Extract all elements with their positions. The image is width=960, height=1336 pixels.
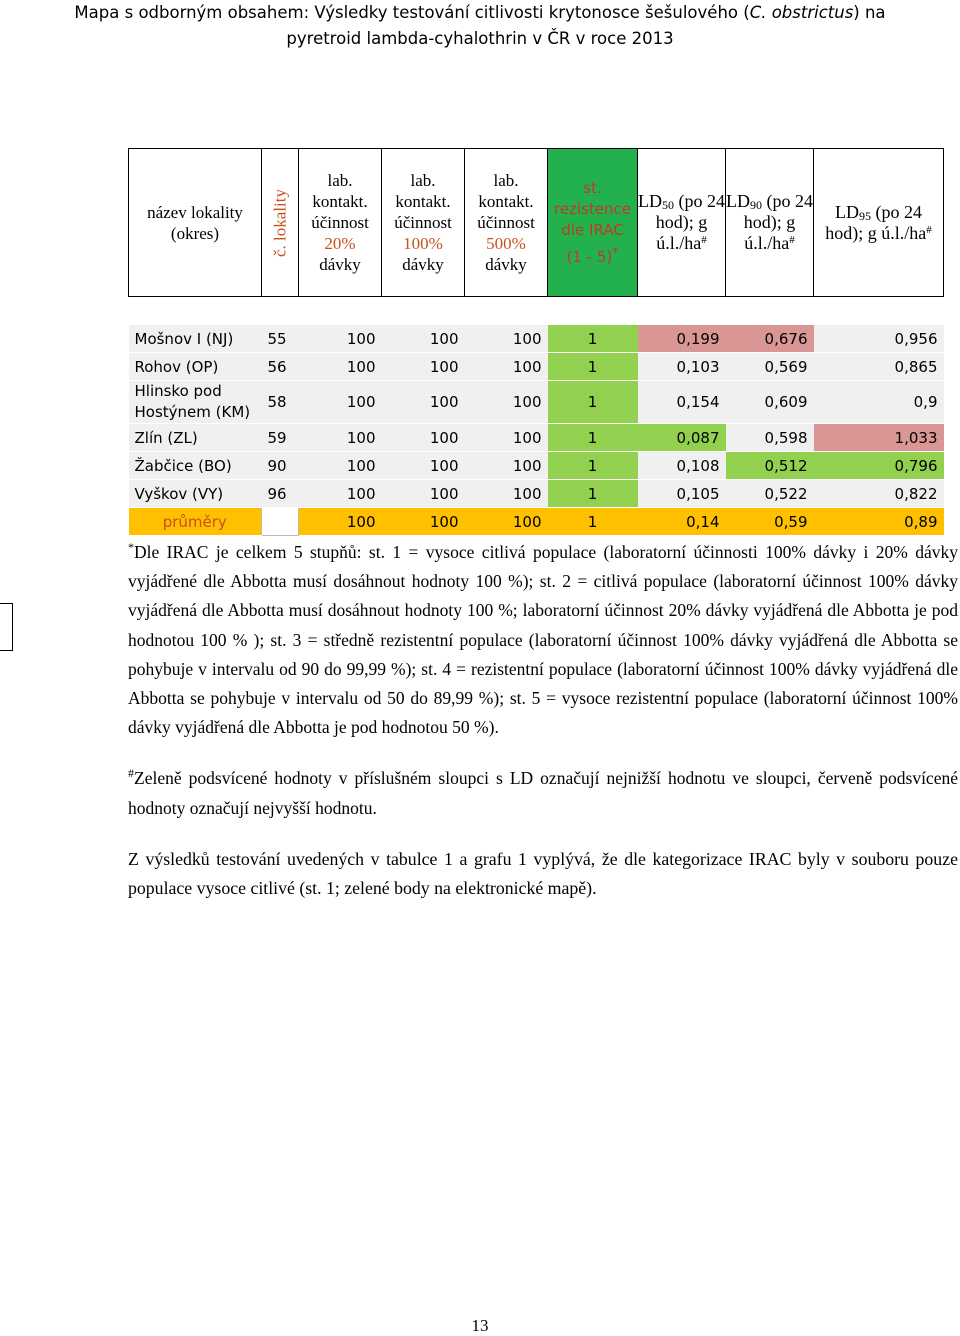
cell-d100: 100	[382, 381, 465, 424]
cell-d500: 100	[465, 325, 548, 353]
cell-ld50: 0,087	[638, 424, 726, 452]
cell-average-d20: 100	[299, 508, 382, 536]
cell-average-d100: 100	[382, 508, 465, 536]
cell-ld90: 0,609	[726, 381, 814, 424]
table-row	[129, 480, 944, 508]
page-header	[0, 0, 960, 52]
cell-ld95: 0,9	[814, 381, 944, 424]
cell-d500: 100	[465, 381, 548, 424]
cell-name: Hlinsko pod Hostýnem (KM)	[129, 381, 262, 424]
cell-average-blank	[262, 508, 299, 536]
cell-no: 56	[262, 353, 299, 381]
cell-d20: 100	[299, 381, 382, 424]
cell-no: 90	[262, 452, 299, 480]
cell-d20: 100	[299, 480, 382, 508]
cell-ld95: 0,956	[814, 325, 944, 353]
cell-irac: 1	[548, 480, 638, 508]
cell-name: Zlín (ZL)	[129, 424, 262, 452]
cell-d20: 100	[299, 452, 382, 480]
page-number: 13	[471, 1316, 489, 1335]
col-header-dose-500: lab. kontakt. účinnost 500% dávky	[465, 149, 548, 297]
cell-ld90: 0,512	[726, 452, 814, 480]
cell-name: Vyškov (VY)	[129, 480, 262, 508]
summary-paragraph: Z výsledků testování uvedených v tabulce 1 a grafu 1 vyplývá, že dle kategorizace IRAC byly v souboru pouze populace vysoce citlivé (st. 1; zelené body na elektronické mapě).	[128, 848, 958, 899]
cell-ld90: 0,569	[726, 353, 814, 381]
cell-ld90: 0,598	[726, 424, 814, 452]
species-name: C. obstrictus	[749, 3, 854, 22]
cell-d500: 100	[465, 480, 548, 508]
cell-ld50: 0,103	[638, 353, 726, 381]
col-header-name: název lokality (okres)	[129, 149, 262, 297]
table-row	[129, 325, 944, 353]
cell-name: Rohov (OP)	[129, 353, 262, 381]
col-header-ld50: $LD_{50}$ (po 24 hod); g ú.l./ha#	[638, 149, 726, 297]
cell-irac: 1	[548, 325, 638, 353]
cell-average-irac: 1	[548, 508, 638, 536]
cell-d20: 100	[299, 325, 382, 353]
cell-irac: 1	[548, 452, 638, 480]
cell-irac: 1	[548, 353, 638, 381]
cell-d100: 100	[382, 452, 465, 480]
col-header-locality-no: č. lokality	[262, 149, 299, 297]
cell-d100: 100	[382, 480, 465, 508]
margin-bracket	[0, 603, 13, 651]
irac-footnote: *Dle IRAC je celkem 5 stupňů: st. 1 = vysoce citlivá populace (laboratorní účinnosti 100% dávky i 20% dávky vyjádřené dle Abbotta musí dosáhnout hodnoty 100 %); st. 2 = citlivá populace (laboratorní účinnost 100% dávky vyjádřená dle Abbotta musí dosáhnout hodnoty 100 %; laboratorní účinnost 20% dávky vyjádřená dle Abbotta je pod hodnotou 100 % ); st. 3 = středně rezistentní populace (laboratorní účinnost 100% dávky vyjádřená dle Abbotta se pohybuje v intervalu od 90 do 99,99 %); st. 4 = rezistentní populace (laboratorní účinnost 100% dávky vyjádřená dle Abbotta se pohybuje v intervalu od 50 do 89,99 %); st. 5 = vysoce rezistentní populace (laboratorní účinnost 100% dávky vyjádřená dle Abbotta je pod hodnotou 50 %).	[128, 540, 958, 738]
cell-ld95: 0,865	[814, 353, 944, 381]
cell-ld95: 0,822	[814, 480, 944, 508]
average-row	[129, 508, 944, 536]
cell-ld50: 0,108	[638, 452, 726, 480]
table-row	[129, 381, 944, 424]
cell-d100: 100	[382, 424, 465, 452]
cell-average-ld50: 0,14	[638, 508, 726, 536]
col-header-ld95: $LD_{95}$ (po 24 hod); g ú.l./ha#	[814, 149, 944, 297]
cell-average-label: průměry	[129, 508, 262, 536]
cell-no: 96	[262, 480, 299, 508]
cell-d100: 100	[382, 325, 465, 353]
cell-d500: 100	[465, 424, 548, 452]
header-line-1: Mapa s odborným obsahem: Výsledky testování citlivosti krytonosce šešulového (C. obstrictus) na	[74, 3, 886, 22]
col-header-dose-20: lab. kontakt. účinnost 20% dávky	[299, 149, 382, 297]
cell-no: 58	[262, 381, 299, 424]
header-line-2: pyretroid lambda-cyhalothrin v ČR v roce 2013	[286, 29, 674, 48]
cell-average-ld95: 0,89	[814, 508, 944, 536]
footnotes	[128, 538, 958, 903]
cell-ld50: 0,199	[638, 325, 726, 353]
table-row	[129, 353, 944, 381]
cell-d20: 100	[299, 424, 382, 452]
cell-no: 59	[262, 424, 299, 452]
cell-ld50: 0,154	[638, 381, 726, 424]
cell-irac: 1	[548, 424, 638, 452]
highlight-footnote: #Zeleně podsvícené hodnoty v příslušném sloupci s LD označují nejnižší hodnotu ve sloupci, červeně podsvícené hodnoty označují nejvyšší hodnotu.	[128, 766, 958, 818]
cell-ld90: 0,676	[726, 325, 814, 353]
table-row	[129, 452, 944, 480]
header-row	[129, 149, 944, 297]
results-table	[128, 148, 944, 536]
cell-d20: 100	[299, 353, 382, 381]
cell-ld95: 0,796	[814, 452, 944, 480]
table-row	[129, 424, 944, 452]
cell-name: Mošnov I (NJ)	[129, 325, 262, 353]
cell-irac: 1	[548, 381, 638, 424]
cell-name: Žabčice (BO)	[129, 452, 262, 480]
cell-average-d500: 100	[465, 508, 548, 536]
cell-d500: 100	[465, 353, 548, 381]
col-header-ld90: $LD_{90}$ (po 24 hod); g ú.l./ha#	[726, 149, 814, 297]
col-header-irac: st. rezistence dle IRAC (1 - 5)*	[548, 149, 638, 297]
col-header-dose-100: lab. kontakt. účinnost 100% dávky	[382, 149, 465, 297]
cell-d100: 100	[382, 353, 465, 381]
cell-ld95: 1,033	[814, 424, 944, 452]
cell-average-ld90: 0,59	[726, 508, 814, 536]
cell-ld90: 0,522	[726, 480, 814, 508]
cell-d500: 100	[465, 452, 548, 480]
spacer-row	[129, 297, 944, 325]
cell-ld50: 0,105	[638, 480, 726, 508]
cell-no: 55	[262, 325, 299, 353]
